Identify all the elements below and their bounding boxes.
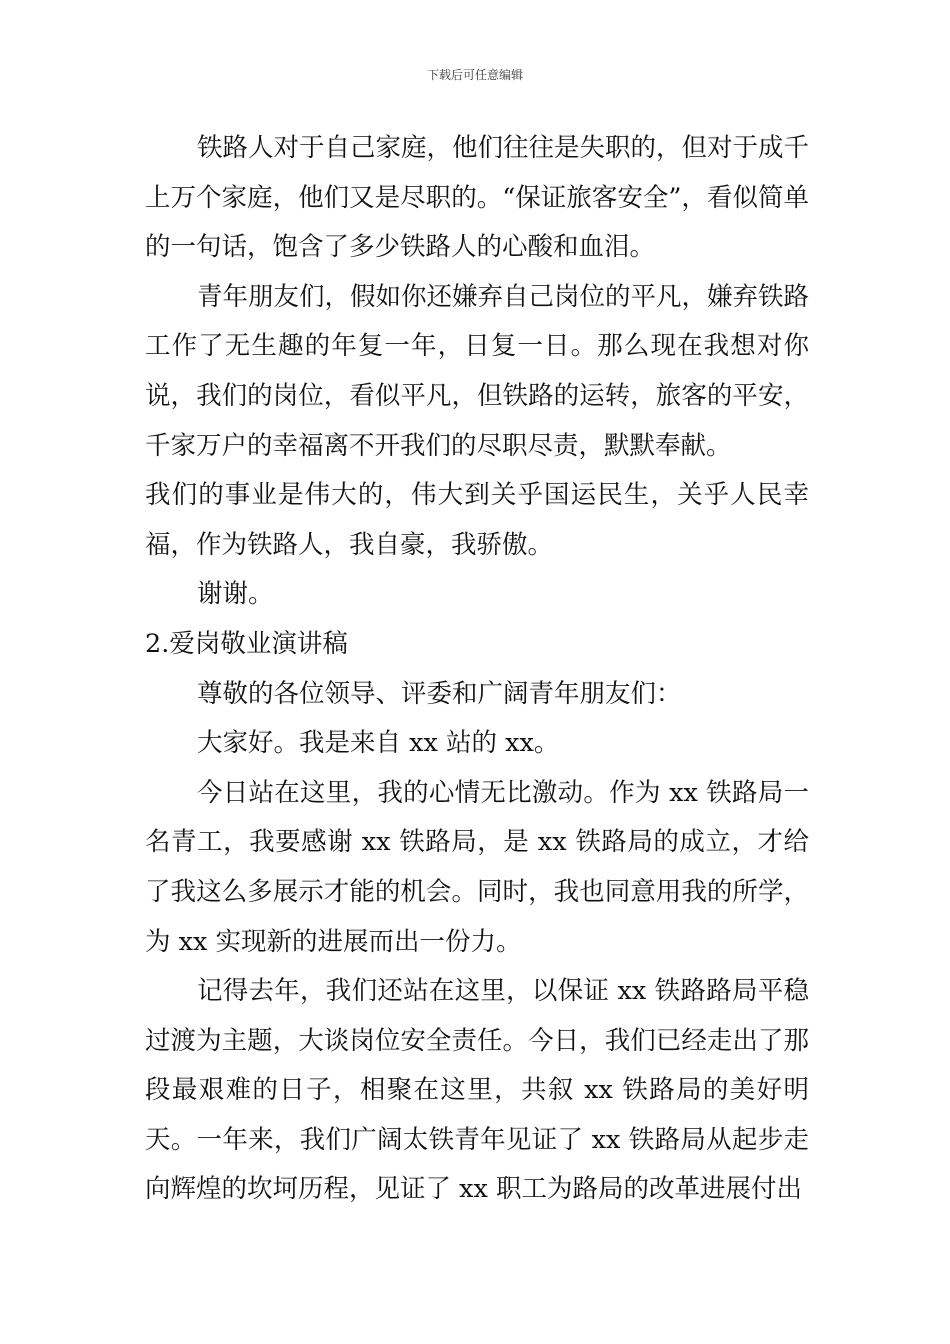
paragraph-excited: 今日站在这里，我的心情无比激动。作为 xx 铁路局一名青工，我要感谢 xx 铁路局，是 xx 铁路局的成立，才给了我这么多展示才能的机会。同时，我也同意用我的所学，为 xx 实现新的进展而出一份力。 bbox=[145, 777, 809, 957]
paragraph-thanks: 谢谢。 bbox=[197, 579, 274, 610]
document-body bbox=[145, 124, 809, 1215]
paragraph-great-career: 我们的事业是伟大的，伟大到关乎国运民生，关乎人民幸福，作为铁路人，我自豪，我骄傲。 bbox=[145, 480, 809, 560]
section-heading: 2.爱岗敬业演讲稿 bbox=[145, 628, 348, 659]
paragraph-young-friends: 青年朋友们，假如你还嫌弃自己岗位的平凡，嫌弃铁路工作了无生趣的年复一年，日复一日。那么现在我想对你说，我们的岗位，看似平凡，但铁路的运转，旅客的平安，千家万户的幸福离不开我们的尽职尽责，默默奉献。 bbox=[145, 281, 810, 461]
paragraph-last-year: 记得去年，我们还站在这里，以保证 xx 铁路路局平稳过渡为主题，大谈岗位安全责任。今日，我们已经走出了那段最艰难的日子，相聚在这里，共叙 xx 铁路局的美好明天。一年来，我们广阔太铁青年见证了 xx 铁路局从起步走向辉煌的坎坷历程，见证了 xx 职工为路局的改革进展付出 bbox=[145, 976, 809, 1205]
page-header-note: 下载后可任意编辑 bbox=[426, 68, 523, 82]
paragraph-greeting: 大家好。我是来自 xx 站的 xx。 bbox=[197, 728, 560, 759]
paragraph-salutation: 尊敬的各位领导、评委和广阔青年朋友们： bbox=[197, 678, 682, 709]
paragraph-family-duty: 铁路人对于自己家庭，他们往往是失职的，但对于成千上万个家庭，他们又是尽职的。“保证旅客安全”，看似简单的一句话，饱含了多少铁路人的心酸和血泪。 bbox=[145, 133, 810, 263]
